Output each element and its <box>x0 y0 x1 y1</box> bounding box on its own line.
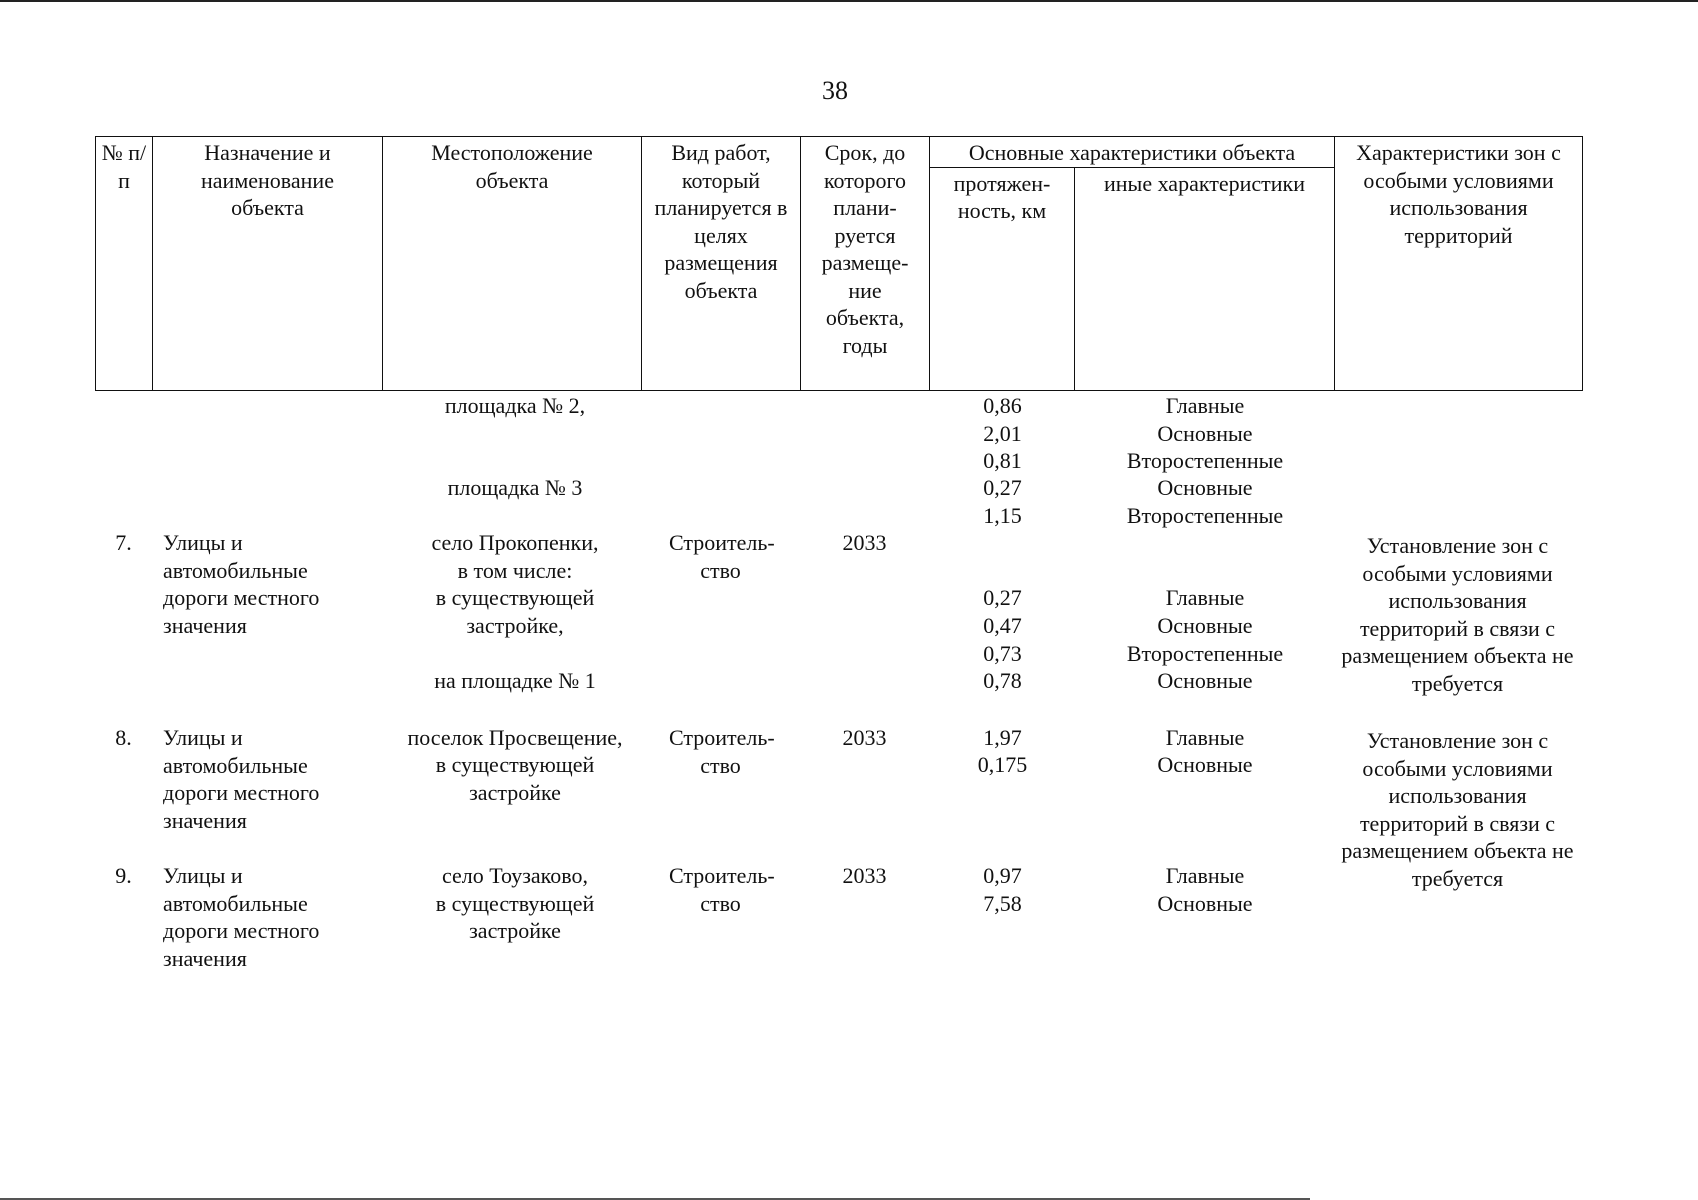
row-9-work: Строитель-ство <box>669 863 775 916</box>
continuation-length: 0,27 <box>983 475 1022 500</box>
row-7-length: 0,73 <box>983 641 1022 666</box>
continuation-length: 2,01 <box>983 421 1022 446</box>
continuation-location-2: площадка № 3 <box>447 475 583 500</box>
header-num: № п/п <box>96 137 153 391</box>
row-7-type: Главные <box>1165 585 1245 610</box>
row-7-type: Второстепенные <box>1126 641 1284 666</box>
row-7-location: село Прокопенки, <box>431 530 599 555</box>
top-rule <box>0 0 1698 2</box>
continuation-type: Основные <box>1157 475 1253 500</box>
row-8-type: Главные <box>1165 725 1245 750</box>
row-7-zones: Установление зон с особыми условиями использования территорий в связи с размещением объекта не требуется <box>1341 533 1574 696</box>
row-9-location: застройке <box>469 918 561 943</box>
row-9-length: 0,97 <box>983 863 1022 888</box>
row-9-type: Основные <box>1157 891 1253 916</box>
row-9-name: Улицы и автомобильные дороги местного значения <box>163 863 320 971</box>
continuation-type: Главные <box>1165 393 1245 418</box>
continuation-length: 0,86 <box>983 393 1022 418</box>
row-9-year: 2033 <box>842 863 887 888</box>
header-deadline: Срок, до которого плани-руется размеще-ние объекта, годы <box>801 137 930 391</box>
row-8-num: 8. <box>115 725 132 750</box>
row-9-length: 7,58 <box>983 891 1022 916</box>
row-7-location: на площадке № 1 <box>434 668 596 693</box>
row-8-location: в существующей <box>435 752 595 777</box>
continuation-length: 1,15 <box>983 503 1022 528</box>
continuation-type: Второстепенные <box>1126 448 1284 473</box>
header-main-characteristics: Основные характеристики объекта <box>930 137 1335 168</box>
row-7-work: Строитель-ство <box>669 530 775 583</box>
row-9-type: Главные <box>1165 863 1245 888</box>
row-7-length: 0,78 <box>983 668 1022 693</box>
row-8-length: 0,175 <box>977 752 1028 777</box>
row-9-num: 9. <box>115 863 132 888</box>
row-8-year: 2033 <box>842 725 887 750</box>
row-7-location: застройке, <box>466 613 564 638</box>
header-name: Назначение и наименование объекта <box>153 137 383 391</box>
row-7-type: Основные <box>1157 613 1253 638</box>
row-8-type: Основные <box>1157 752 1253 777</box>
row-7-length: 0,27 <box>983 585 1022 610</box>
header-other-characteristics: иные характеристики <box>1075 167 1335 390</box>
page-number: 38 <box>822 76 848 105</box>
header-location: Местоположение объекта <box>383 137 642 391</box>
row-8-location: застройке <box>469 780 561 805</box>
row-7-location: в том числе: <box>457 558 573 583</box>
row-8-length: 1,97 <box>983 725 1022 750</box>
continuation-type: Основные <box>1157 421 1253 446</box>
row-7-num: 7. <box>115 530 132 555</box>
row-7-year: 2033 <box>842 530 887 555</box>
continuation-type: Второстепенные <box>1126 503 1284 528</box>
row-8-zones: Установление зон с особыми условиями использования территорий в связи с размещением объекта не требуется <box>1341 728 1574 891</box>
row-8-location: поселок Просвещение, <box>407 725 623 750</box>
row-9-location: в существующей <box>435 891 595 916</box>
row-7-name: Улицы и автомобильные дороги местного значения <box>163 530 320 638</box>
row-8-work: Строитель-ство <box>669 725 775 778</box>
continuation-length: 0,81 <box>983 448 1022 473</box>
header-work-type: Вид работ, который планируется в целях размещения объекта <box>642 137 801 391</box>
row-8-name: Улицы и автомобильные дороги местного значения <box>163 725 320 833</box>
row-9-location: село Тоузаково, <box>442 863 588 888</box>
table-header <box>95 136 1583 391</box>
row-7-location: в существующей <box>435 585 595 610</box>
row-7-length: 0,47 <box>983 613 1022 638</box>
header-zones: Характеристики зон с особыми условиями использования территорий <box>1335 137 1583 391</box>
header-length: протяжен-ность, км <box>930 167 1075 390</box>
continuation-location-1: площадка № 2, <box>444 393 586 418</box>
row-7-type: Основные <box>1157 668 1253 693</box>
